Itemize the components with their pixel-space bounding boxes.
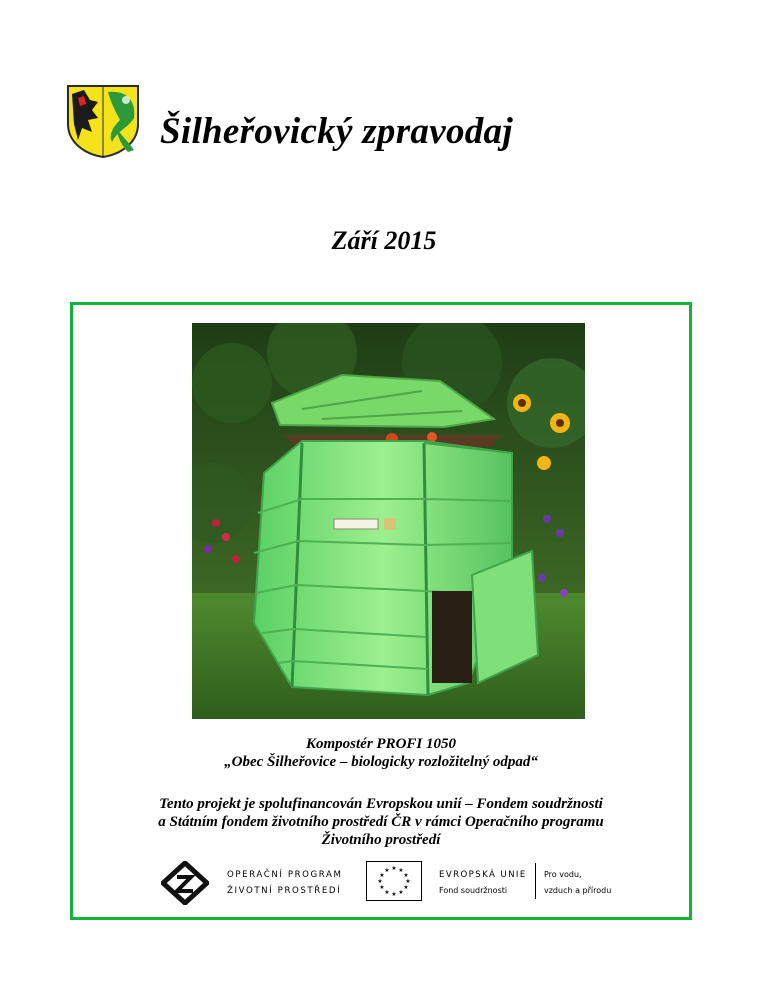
funding-logos bbox=[161, 857, 621, 907]
eu-motto bbox=[544, 867, 611, 899]
eu-flag-icon bbox=[366, 861, 422, 901]
svg-text:★: ★ bbox=[377, 878, 383, 885]
svg-text:★: ★ bbox=[384, 889, 390, 896]
svg-text:★: ★ bbox=[391, 865, 397, 872]
photo-caption bbox=[73, 735, 689, 771]
svg-text:★: ★ bbox=[398, 889, 404, 896]
issue-date: Září 2015 bbox=[331, 226, 437, 255]
op-name bbox=[227, 867, 343, 899]
svg-text:★: ★ bbox=[405, 878, 411, 885]
cover-frame bbox=[70, 302, 692, 920]
logo-divider bbox=[535, 863, 536, 899]
op-line: OPERAČNÍ PROGRAM bbox=[227, 870, 343, 880]
caption-line: Kompostér PROFI 1050 bbox=[305, 736, 456, 752]
eu-label bbox=[439, 867, 527, 899]
svg-text:★: ★ bbox=[379, 872, 385, 879]
motto-line: Pro vodu, bbox=[544, 870, 582, 879]
svg-text:★: ★ bbox=[398, 867, 404, 874]
caption-line: „Obec Šilheřovice – biologicky rozložitelný odpad“ bbox=[224, 754, 538, 770]
op-line: ŽIVOTNÍ PROSTŘEDÍ bbox=[227, 886, 342, 896]
funding-line: a Státním fondem životního prostředí ČR v rámci Operačního programu bbox=[158, 814, 604, 830]
composter-photo bbox=[192, 323, 585, 719]
eu-fund: Fond soudržnosti bbox=[439, 886, 508, 895]
svg-text:★: ★ bbox=[391, 891, 397, 898]
funding-line: Tento projekt je spolufinancován Evropskou unií – Fondem soudržnosti bbox=[159, 796, 603, 812]
eu-title: EVROPSKÁ UNIE bbox=[439, 870, 527, 880]
funding-statement bbox=[73, 795, 689, 849]
operational-programme-logo-icon bbox=[161, 861, 209, 905]
svg-text:★: ★ bbox=[403, 872, 409, 879]
newsletter-title: Šilheřovický zpravodaj bbox=[160, 111, 513, 152]
svg-text:★: ★ bbox=[384, 867, 390, 874]
svg-text:★: ★ bbox=[403, 884, 409, 891]
funding-line: Životního prostředí bbox=[321, 832, 441, 848]
svg-text:★: ★ bbox=[379, 884, 385, 891]
motto-line: vzduch a přírodu bbox=[544, 886, 612, 895]
coat-of-arms-icon bbox=[64, 84, 142, 158]
